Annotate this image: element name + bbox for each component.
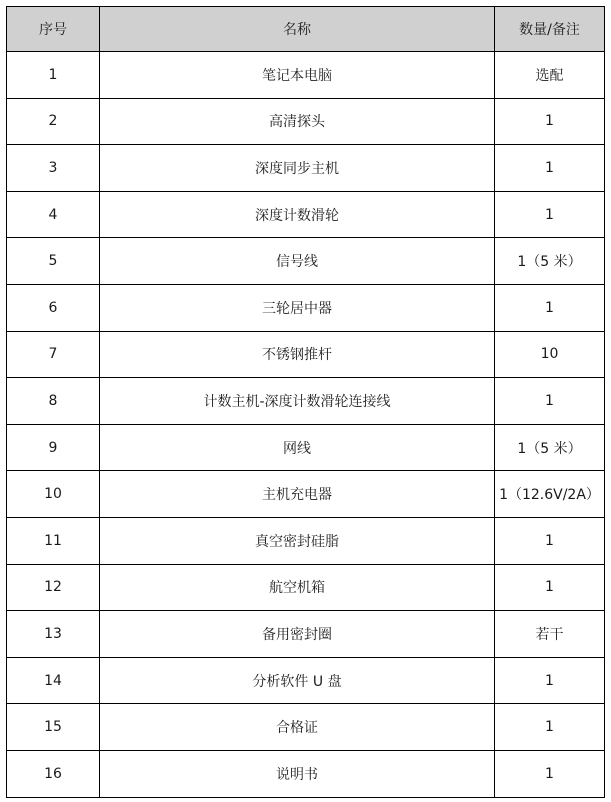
cell-no: 5 bbox=[7, 238, 100, 285]
cell-qty: 1 bbox=[495, 145, 605, 192]
table-row bbox=[7, 424, 605, 471]
table-header-row bbox=[7, 7, 605, 52]
cell-no: 15 bbox=[7, 704, 100, 751]
cell-no: 3 bbox=[7, 145, 100, 192]
cell-no: 14 bbox=[7, 657, 100, 704]
cell-no: 7 bbox=[7, 331, 100, 378]
cell-qty: 1 bbox=[495, 378, 605, 425]
cell-qty: 1（12.6V/2A） bbox=[495, 471, 605, 518]
cell-name: 深度同步主机 bbox=[100, 145, 495, 192]
cell-name: 高清探头 bbox=[100, 98, 495, 145]
cell-name: 网线 bbox=[100, 424, 495, 471]
header-name: 名称 bbox=[100, 7, 495, 52]
cell-name: 分析软件 U 盘 bbox=[100, 657, 495, 704]
cell-name: 笔记本电脑 bbox=[100, 52, 495, 99]
table-row bbox=[7, 378, 605, 425]
cell-no: 11 bbox=[7, 517, 100, 564]
cell-name: 航空机箱 bbox=[100, 564, 495, 611]
cell-qty: 1 bbox=[495, 98, 605, 145]
table-row bbox=[7, 52, 605, 99]
cell-name: 合格证 bbox=[100, 704, 495, 751]
cell-no: 6 bbox=[7, 284, 100, 331]
item-list-table-container bbox=[6, 6, 604, 798]
table-row bbox=[7, 611, 605, 658]
cell-name: 深度计数滑轮 bbox=[100, 191, 495, 238]
table-row bbox=[7, 284, 605, 331]
cell-qty: 若干 bbox=[495, 611, 605, 658]
table-row bbox=[7, 471, 605, 518]
cell-name: 信号线 bbox=[100, 238, 495, 285]
table-row bbox=[7, 564, 605, 611]
cell-name: 说明书 bbox=[100, 750, 495, 797]
cell-name: 主机充电器 bbox=[100, 471, 495, 518]
cell-no: 4 bbox=[7, 191, 100, 238]
table-row bbox=[7, 145, 605, 192]
cell-no: 13 bbox=[7, 611, 100, 658]
header-no: 序号 bbox=[7, 7, 100, 52]
table-row bbox=[7, 331, 605, 378]
table-row bbox=[7, 704, 605, 751]
cell-qty: 1 bbox=[495, 284, 605, 331]
cell-name: 真空密封硅脂 bbox=[100, 517, 495, 564]
cell-qty: 1 bbox=[495, 517, 605, 564]
table-row bbox=[7, 191, 605, 238]
cell-no: 9 bbox=[7, 424, 100, 471]
cell-qty: 1 bbox=[495, 704, 605, 751]
cell-qty: 1（5 米） bbox=[495, 238, 605, 285]
cell-no: 10 bbox=[7, 471, 100, 518]
cell-qty: 1（5 米） bbox=[495, 424, 605, 471]
cell-no: 2 bbox=[7, 98, 100, 145]
table-row bbox=[7, 98, 605, 145]
cell-qty: 1 bbox=[495, 750, 605, 797]
table-row bbox=[7, 657, 605, 704]
cell-no: 8 bbox=[7, 378, 100, 425]
cell-qty: 1 bbox=[495, 564, 605, 611]
item-list-table bbox=[6, 6, 605, 798]
cell-name: 三轮居中器 bbox=[100, 284, 495, 331]
cell-name: 不锈钢推杆 bbox=[100, 331, 495, 378]
cell-no: 16 bbox=[7, 750, 100, 797]
table-row bbox=[7, 238, 605, 285]
cell-no: 1 bbox=[7, 52, 100, 99]
cell-qty: 选配 bbox=[495, 52, 605, 99]
table-row bbox=[7, 517, 605, 564]
table-row bbox=[7, 750, 605, 797]
cell-no: 12 bbox=[7, 564, 100, 611]
cell-qty: 1 bbox=[495, 191, 605, 238]
cell-qty: 1 bbox=[495, 657, 605, 704]
cell-name: 计数主机-深度计数滑轮连接线 bbox=[100, 378, 495, 425]
cell-qty: 10 bbox=[495, 331, 605, 378]
header-qty: 数量/备注 bbox=[495, 7, 605, 52]
cell-name: 备用密封圈 bbox=[100, 611, 495, 658]
